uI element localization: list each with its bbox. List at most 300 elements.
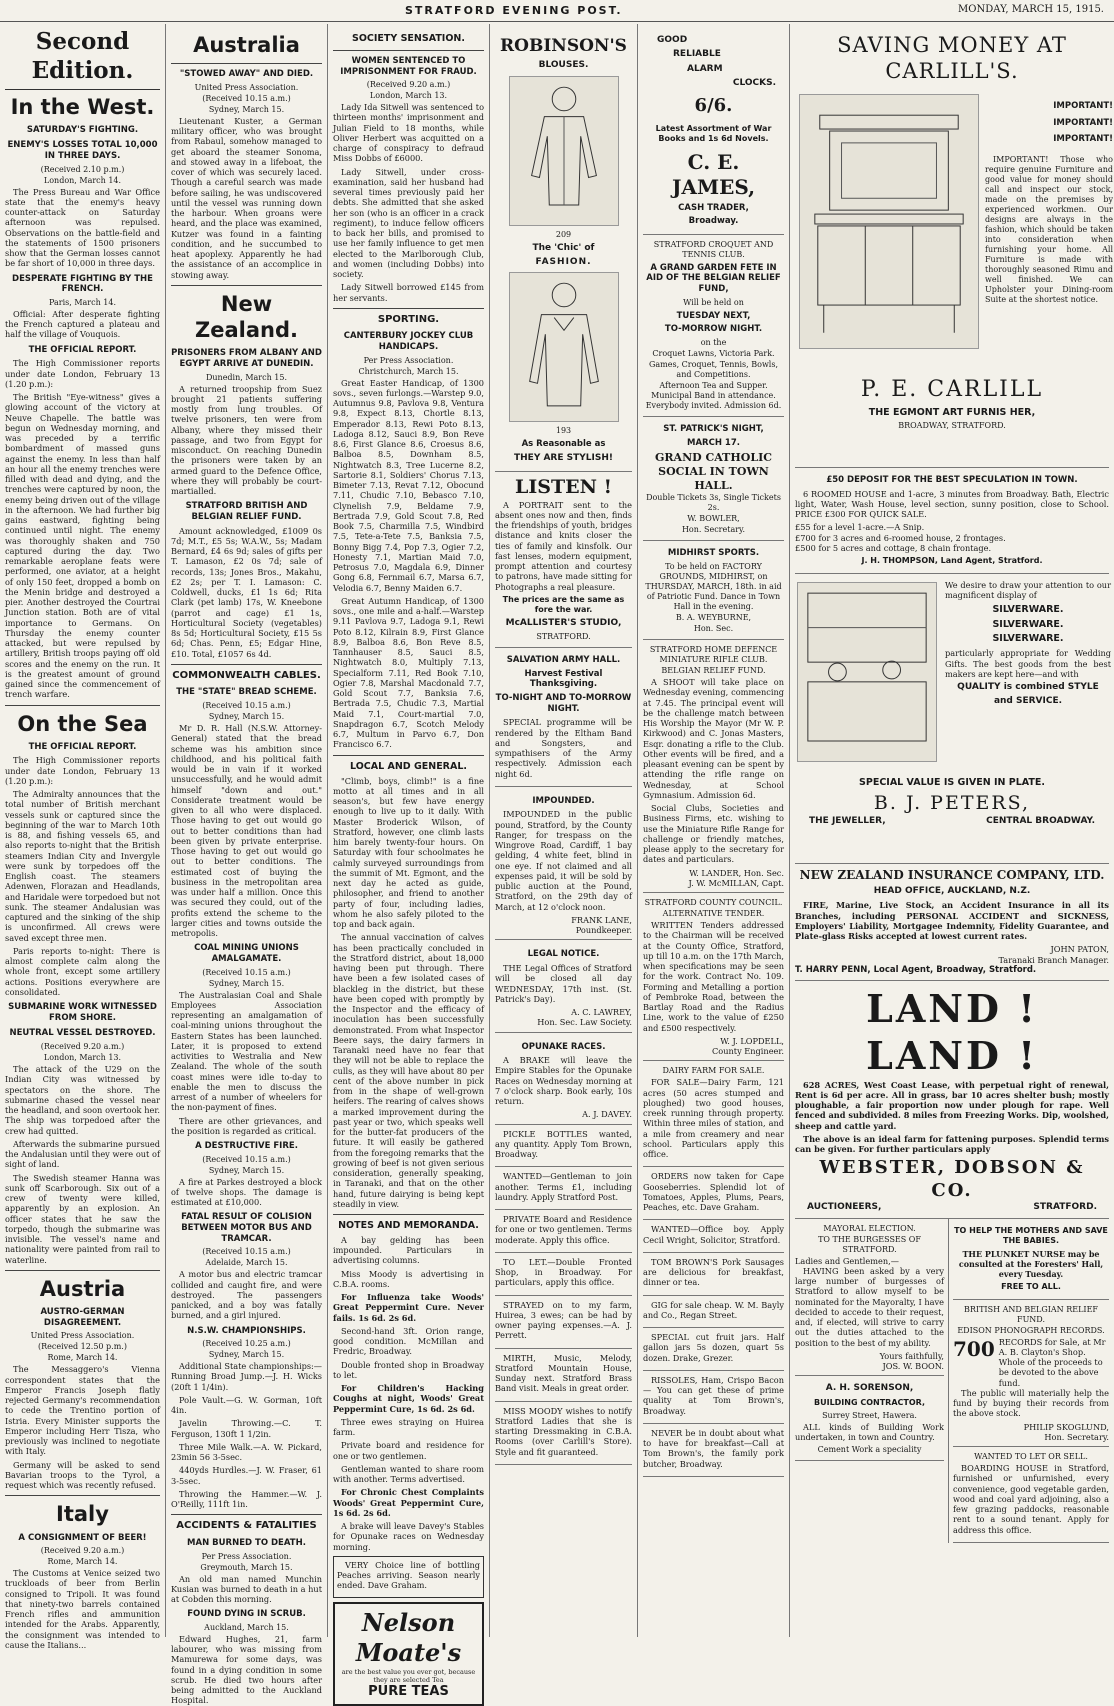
carlill-copy: [985, 98, 1113, 308]
ad-text: VERY Choice line of bottling Peaches arriving. Season nearly ended. Dave Graham.: [337, 1559, 480, 1591]
ad-title: IMPOUNDED.: [532, 795, 595, 806]
ad-classified: [643, 1253, 784, 1296]
ad-text: The public will materially help the fund by buying their records from the above stock.: [953, 1387, 1109, 1419]
ad-text: BOARDING HOUSE in Stratford, furnished or unfurnished, every convenience, good vegetable garden, wood and coal yard adjoining, also a few grazing paddocks, reasonable rent to a sound tenant. Apply for address this office.: [953, 1463, 1109, 1535]
section-italy: Italy: [56, 1502, 109, 1527]
headline: A CONSIGNMENT OF BEER!: [18, 1532, 147, 1543]
signature: A. J. DAVEY.: [582, 1109, 632, 1120]
ad-title: STRATFORD CROQUET AND TENNIS CLUB.: [653, 239, 774, 259]
ad-classified: [495, 1296, 632, 1349]
ad-text: MISS MOODY wishes to notify Stratford Ladies that she is starting Dressmaking in C.B.A. Rooms (over Carlill's Store). Style and fit guaranteed.: [495, 1405, 632, 1457]
ad-title: WEBSTER, DOBSON & CO.: [819, 1157, 1085, 1201]
received-note: (Received 9.20 a.m.): [366, 80, 451, 90]
ad-text: CLOCKS.: [732, 77, 776, 88]
dateline: Greymouth, March 15.: [200, 1562, 293, 1572]
headline: FATAL RESULT OF COLISION BETWEEN MOTOR BUS AND TRAMCAR.: [181, 1212, 312, 1244]
ad-subtitle: BLOUSES.: [538, 60, 589, 71]
ad-text: A PORTRAIT sent to the absent ones now and then, finds the friendships of youth, bridges distance and knits closer the ties of family and kinsfolk. Our fast lenses, modern equipment, prompt attention and courtesy to patrons, have made sitting for Photographs a real pleasure.: [495, 499, 632, 592]
ad-text: To be held on FACTORY GROUNDS, MIDHIRST, on THURSDAY, MARCH, 18th. in aid of Patriotic Fund. Dance in Town Hall in the evening.: [645, 562, 782, 611]
article-text: The Australasian Coal and Shale Employees Association representing an amalgamation of coal-mining unions throughout the Eastern States has been launched. Later, it is proposed to extend activities to Westralia and New Zealand. The whole of the south coast mines were idle to-day to enable the men to discuss the arrest of a number of wheelers for the non-payment of fines.: [171, 989, 322, 1113]
article-text: The annual vaccination of calves has been practically concluded in the Stratford district, about 18,000 having been put through. There have been a few isolated cases of blackleg in the district, but these have been coped with promptly by the Inspector and the efficacy of inoculation has been successfully demonstrated. From what Inspector Beere says, the dairy farmers in Taranaki need have no fear that they will not be able to replace the culls, as they will have about 80 per cent of the above number in pick from in the shape of well-grown heifers. The rearing of calves shows a marked improvement during the past year or two, which speaks well for the butter-fat producers of the future. It will easily be gathered from the foregoing remarks that the growing of beef is not given serious consideration, generally speaking, in Taranaki, and that on the other hand, future dairying is being kept steadily in view.: [333, 932, 484, 1209]
headline: ACCIDENTS & FATALITIES: [176, 1520, 317, 1532]
blouse-icon: [510, 77, 618, 225]
signature: County Engineer.: [712, 1046, 784, 1056]
article-text: For Chronic Chest Complaints Woods' Great Peppermint Cure, 1s 6d. 2s 6d.: [333, 1487, 484, 1518]
ad-classified: [643, 1167, 784, 1220]
ad-text: ALARM: [687, 63, 723, 74]
ad-classified: [495, 1125, 632, 1168]
ad-land: [795, 981, 1109, 1219]
brand-logo: Nelson Moate's: [355, 1607, 462, 1667]
headline: SATURDAY'S FIGHTING.: [26, 124, 139, 135]
ad-text: Latest Assortment of War Books and 1s 6d Novels.: [655, 123, 772, 143]
ad-text: TO-MORROW NIGHT.: [664, 324, 763, 335]
agency-credit: United Press Association.: [30, 1331, 135, 1341]
headline: LOCAL AND GENERAL.: [349, 760, 468, 772]
bottom-ads: [795, 1219, 1109, 1543]
ad-text: STRAYED on to my farm, Huirea, 3 ewes; can be had by owner paying expenses.—A. J. Perrett.: [495, 1299, 632, 1341]
ad-subtitle: HEAD OFFICE, AUCKLAND, N.Z.: [873, 886, 1031, 897]
ad-title: ST. PATRICK'S NIGHT,: [663, 423, 764, 434]
ad-peters: [795, 574, 1109, 864]
article-text: Double fronted shop in Broadway to let.: [333, 1359, 484, 1380]
ad-subtitle: EDISON PHONOGRAPH RECORDS.: [957, 1325, 1105, 1335]
dateline: Sydney, March 15.: [208, 104, 285, 114]
signature: Yours faithfully,: [879, 1350, 944, 1361]
ad-classified: [495, 1167, 632, 1210]
ad-phonograph: [953, 1300, 1109, 1448]
article-text: A fire at Parkes destroyed a block of twelve shops. The damage is estimated at £10,000.: [171, 1176, 322, 1208]
ad-text: RISSOLES, Ham, Crispo Bacon— You can get these of prime quality at Tom Brown's, Broadway.: [643, 1374, 784, 1416]
article-text: Pole Vault.—G. W. Gorman, 10ft 4in.: [171, 1394, 322, 1416]
headline: NOTES AND MEMORANDA.: [338, 1220, 479, 1231]
ad-opunake-races: [495, 1033, 632, 1125]
ad-county-council: [643, 893, 784, 1061]
headline: DESPERATE FIGHTING BY THE FRENCH.: [12, 273, 153, 295]
ad-text: HAVING been asked by a very large number of burgesses of Stratford to allow myself to be nominated for the Mayoralty, I have decided to accede to their request, and, if elected, will strive to carry out the duties attached to the position to the best of my ability.: [795, 1265, 944, 1348]
ad-title: STRATFORD HOME DEFENCE MINIATURE RIFLE CLUB.: [649, 645, 778, 664]
article-text: A motor bus and electric tramcar collided and caught fire, and were destroyed. The passengers panicked, and a boy was fatally burned, and a girl injured.: [171, 1269, 322, 1321]
ad-text: Afternoon Tea and Supper. Municipal Band in attendance. Everybody invited. Admission 6d.: [645, 380, 782, 410]
dateline: Christchurch, March 15.: [358, 366, 459, 376]
ad-subtitle: BUILDING CONTRACTOR,: [814, 1397, 925, 1407]
ad-st-patricks: [643, 417, 784, 542]
headline: PRISONERS FROM ALBANY AND EGYPT ARRIVE AT DUNEDIN.: [171, 348, 322, 369]
headline: SOCIETY SENSATION.: [352, 33, 465, 44]
ad-text: A BRAKE will leave the Empire Stables for the Opunake Races on Wednesday morning at 7 o'clock sharp. Book early, 10s return.: [495, 1055, 632, 1107]
ad-salvation-army: [495, 648, 632, 787]
signature: FRANK LANE,: [571, 914, 632, 925]
headline: N.S.W. CHAMPIONSHIPS.: [187, 1325, 306, 1336]
article-text: There are other grievances, and the position is regarded as critical.: [171, 1115, 322, 1136]
ad-price: 6/6.: [694, 95, 733, 116]
signature: W. BOWLER,: [687, 514, 740, 524]
article-text: A bay gelding has been impounded. Particulars in advertising columns.: [333, 1234, 484, 1266]
ad-rifle-club: [643, 640, 784, 893]
headline: "STOWED AWAY" AND DIED.: [179, 69, 314, 80]
ad-croquet-fete: [643, 235, 784, 417]
ad-classified: [495, 1402, 632, 1465]
ad-text: RECORDS for Sale, at Mr A. B. Clayton's Shop. Whole of the proceeds to be devoted to the above fund.: [998, 1336, 1106, 1388]
ad-classified: [643, 1371, 784, 1424]
ad-title: DAIRY FARM FOR SALE.: [662, 1066, 765, 1076]
signature: Hon. Sec. Law Society.: [537, 1017, 632, 1028]
received-note: (Received 9.20 a.m.): [40, 1546, 125, 1556]
received-note: (Received 10.15 a.m.): [202, 93, 291, 103]
column-5: [638, 24, 790, 1637]
ad-text: Ladies and Gentlemen,—: [795, 1255, 899, 1266]
ad-text: GIG for sale cheap. W. M. Bayly and Co., Regan Street.: [643, 1299, 784, 1320]
ad-text: A SHOOT will take place on Wednesday evening, commencing at 7.45. The principal event will be the challenge match between His Worship the Mayor (Mr W. P. Kirkwood) and C. Jonas Masters, Esqr. donating a rifle to the Club. Other events will be fired, and a pleasant evening can be spent by attending the rifle range on Wednesday, at School Gymnasium. Admission 6d.: [643, 677, 784, 800]
article-text: The Messaggero's Vienna correspondent states that the Emperor Francis Joseph flatly rejected Germany's recommendation to cede the Trentino portion of Istria. Every Minister supports the Emperor including Herr Tisza, who previously was inclined to negotiate with Italy.: [5, 1364, 160, 1457]
ad-subtitle: BELGIAN RELIEF FUND.: [661, 666, 766, 675]
received-note: (Received 10.15 a.m.): [202, 1247, 291, 1257]
signature: T. HARRY PENN, Local Agent, Broadway, Stratford.: [795, 964, 1037, 975]
ad-peaches: [333, 1556, 484, 1598]
ad-text: MIRTH, Music, Melody, Stratford Mountain House, Sunday next. Stratford Brass Band visit. Meals in great order.: [495, 1352, 632, 1394]
ad-text: ORDERS now taken for Cape Gooseberries. Splendid lot of Tomatoes, Apples, Plums, Pears, Peaches, etc. Dave Graham.: [643, 1171, 784, 1212]
article-text: The High Commissioner reports under date London, February 13 (1.20 p.m.):: [5, 358, 160, 389]
signature: JOS. W. BOON.: [882, 1361, 944, 1371]
signature: A. C. LAWREY,: [571, 1007, 632, 1017]
dateline: London, March 13.: [43, 1053, 122, 1062]
article-text: Germany will be asked to send Bavarian troops to the Tyrol, a request which was recently refused.: [5, 1459, 160, 1490]
article-text: Great Autumn Handicap, of 1300 sovs., one mile and a-half.—Warstep 9.11 Pavlova 9.7, Ladoga 9.1, Rewi Poto 8.12, Kilrain 8.9, First Glance 8.9, Balboa 8.6, Bon Reve 8.5, Tannhauser 8.5, Sauci 8.5, Nightwatch 8.0, Multiply 7.13, Specialform 7.11, Red Book 7.10, Ogier 7.8, Marshal Macdonald 7.7, Gold Scout 7.7, Banksia 7.6, Bertrada 7.5, Chudic 7.3, Martial Maid 7.1, Court-martial 7.0, Snapdragon 6.7, Scotch Melody 6.7, Multum in Parvo 6.7, Don Francisco 6.7.: [333, 595, 484, 750]
ad-title: P. E. CARLILL: [860, 377, 1044, 402]
ad-text: Surrey Street, Hawera.: [822, 1410, 917, 1420]
ad-title: OPUNAKE RACES.: [521, 1041, 606, 1052]
article-text: Official: After desperate fighting the French captured a plateau and half the village of Vouquois.: [5, 308, 160, 340]
article-text: The Press Bureau and War Office state that the enemy's heavy counter-attack on Saturday afternoon was repulsed. Observations on the battle-field and the statements of 1500 prisoners show that the German losses cannot be far short of 10,000 in three days.: [5, 186, 160, 269]
dateline: Auckland, March 15.: [204, 1622, 289, 1632]
ad-subtitle: A GRAND GARDEN FETE IN AID OF THE BELGIAN RELIEF FUND,: [646, 262, 781, 294]
article-text: For Children's Hacking Coughs at night, Woods' Great Peppermint Cure, 1s 6d. 2s 6d.: [333, 1383, 484, 1414]
ad-text: THE JEWELLER,: [809, 815, 886, 826]
headline: A DESTRUCTIVE FIRE.: [195, 1141, 298, 1151]
column-4: [490, 24, 638, 1637]
ad-title: ROBINSON'S: [500, 36, 627, 56]
ad-text: 628 ACRES, West Coast Lease, with perpetual right of renewal, Rent is 6d per acre. All in grass, bar 10 acres shelter bush; mostly ploughable, a fair proportion now under plough for rape. Well fenced and subdivided. 8 miles from Freezing Works. Dip, woolshed, sheep and cattle yard.: [795, 1079, 1109, 1131]
received-note: (Received 10.15 a.m.): [202, 701, 291, 710]
headline: STRATFORD BRITISH AND BELGIAN RELIEF FUND.: [185, 501, 308, 522]
ad-text: Games, Croquet, Tennis, Bowls, and Competitions.: [649, 359, 778, 379]
ad-text: THE PLUNKET NURSE may be consulted at the Foresters' Hall, every Tuesday.: [958, 1248, 1104, 1279]
article-text: Gentleman wanted to share room with another. Terms advertised.: [333, 1463, 484, 1485]
signature: PHILIP SKOGLUND,: [1023, 1421, 1109, 1432]
signature: J. W. McMILLAN, Capt.: [688, 877, 784, 888]
headline: ENEMY'S LOSSES TOTAL 10,000 IN THREE DAYS.: [7, 140, 158, 161]
ad-legal-notice: [495, 940, 632, 1032]
ad-midhirst: [643, 541, 784, 640]
ad-nz-insurance: [795, 864, 1109, 980]
ad-text: £55 for a level 1-acre.—A Snip.: [795, 522, 925, 533]
article-text: Great Easter Handicap, of 1300 sovs., seven furlongs.—Warstep 9.0, Autumnus 9.8, Pavlova 9.8, Ventura 9.8, Expect 8.13, Chortle 8.13, Emperador 8.13, Rewi Poto 8.13, Ladoga 8.12, Sauci 8.9, Bon Reve 8.6, First Glance 8.6, Croesus 8.6, Balboa 8.5, Downham 8.5, Nightwatch 8.3, Tree Lucerne 8.2, Sartorie 8.1, Soldiers' Chorus 7.13, Bimeter 7.13, Revat 7.12, Obocund 7.11, Chudic 7.10, Bebasco 7.10, Clynelish 7.9, Beldame 7.9, Bertrada 7.9, Gold Scout 7.8, Red Book 7.5, Charmilla 7.5, Windbird 7.5, Tete-a-Tete 7.5, Banksia 7.5, Bonny Bigg 7.4, Pop 7.3, Ogier 7.2, Honesty 7.1, Martian Maid 7.0, Petrosus 7.0, Magdala 6.9, Dinner Gong 6.8, Fernmail 6.7, Marsa 6.7, Velodia 6.7, Benny Maiden 6.7.: [333, 377, 484, 593]
dateline: Sydney, March 15.: [208, 978, 285, 988]
ad-text: WANTED—Gentleman to join another. Terms £1, including laundry. Apply Stratford Post.: [495, 1171, 632, 1202]
ad-title: A. H. SORENSON,: [825, 1383, 914, 1394]
article-text: Three ewes straying on Huirea farm.: [333, 1416, 484, 1438]
ad-text: NEVER be in doubt about what to have for breakfast—Call at Tom Brown's, the family pork butcher, Broadway.: [643, 1427, 784, 1469]
headline: COAL MINING UNIONS AMALGAMATE.: [194, 943, 299, 964]
ad-text: We desire to draw your attention to our magnificent display of: [945, 580, 1111, 601]
records-row: [953, 1337, 1109, 1388]
ad-text: IMPORTANT! Those who require genuine Furniture and good value for money should call and inspect our stock, made on the premises by experienced workmen. Our designs are always in the fashion, which should be taken into consideration when furnishing your home. All Furniture is made with thoroughly seasoned Rimu and well finished. We can Upholster your Dining-room Suite at the shortest notice.: [985, 154, 1113, 304]
ad-classified: [495, 1210, 632, 1253]
article-text: 440yds Hurdles.—J. W. Fraser, 61 3-5sec.: [171, 1465, 322, 1486]
ad-text: SPECIAL programme will be rendered by the Eltham Band and Songsters, and sympathisers of the Army respectively. Admission each night 6d.: [495, 717, 632, 779]
ad-text: SPECIAL VALUE IS GIVEN IN PLATE.: [859, 777, 1045, 789]
ad-title: £50 DEPOSIT FOR THE BEST SPECULATION IN TOWN.: [826, 475, 1078, 485]
masthead: [0, 0, 1114, 22]
headline: THE OFFICIAL REPORT.: [28, 344, 137, 355]
ad-text: PRIVATE Board and Residence for one or two gentlemen. Terms moderate. Apply this office.: [495, 1214, 632, 1245]
ad-text: Double Tickets 3s, Single Tickets 2s.: [646, 493, 781, 513]
ad-title: WANTED TO LET OR SELL.: [974, 1452, 1088, 1461]
signature: Hon. Sec.: [693, 624, 734, 633]
ad-title: LISTEN !: [515, 475, 612, 498]
article-text: The Admiralty announces that the total number of British merchant vessels sunk or captured since the beginning of the war to March 10th is 88, and fishing vessels 65, and also reports to-night that the British steamers Indian City and Invergyle were sunk by torpedoes off the English coast. The steamers Adenwen, Florazan and Headlands, and Haridale were torpedoed but not sunk. The steamer Andalusian was captured and the sinking of the ship is unconfirmed. All crews were saved except three men.: [5, 789, 160, 943]
ad-text: IMPORTANT!: [1053, 117, 1113, 128]
dateline: Paris, March 14.: [48, 297, 117, 307]
ad-text: GRAND CATHOLIC SOCIAL IN TOWN HALL.: [655, 451, 772, 492]
ad-text: CASH TRADER,: [678, 202, 749, 213]
ad-subtitle: Harvest Festival Thanksgiving.: [524, 668, 603, 690]
ad-text: SILVERWARE.: [992, 633, 1064, 645]
ad-text: BROADWAY, STRATFORD.: [898, 421, 1006, 431]
article-text: Lady Ida Sitwell was sentenced to thirteen months' imprisonment and Julian Field to 18 months, while Oliver Herbert was acquitted on a charge of conspiracy to defraud Miss Dobbs of £6000.: [333, 102, 484, 164]
ad-text: McALLISTER'S STUDIO,: [505, 617, 622, 628]
agency-credit: Per Press Association.: [363, 355, 454, 365]
ad-text: TO LET.—Double Fronted Shop, in Broadway. For particulars, apply this office.: [495, 1256, 632, 1288]
article-text: Three Mile Walk.—A. W. Pickard, 23min 56 3-5sec.: [171, 1441, 322, 1463]
article-text: Paris reports to-night: There is almost complete calm along the whole front, except some artillery actions. Positions everywhere are consolidated.: [5, 945, 160, 997]
headline: CANTERBURY JOCKEY CLUB HANDICAPS.: [343, 331, 474, 352]
ad-title: MAYORAL ELECTION.: [823, 1223, 916, 1233]
article-text: A brake will leave Davey's Stables for Opunake races on Wednesday morning.: [333, 1521, 484, 1552]
ad-title: STRATFORD COUNTY COUNCIL.: [644, 898, 783, 907]
ad-title: C. E. JAMES,: [671, 149, 756, 199]
ad-boarding-house: [953, 1447, 1109, 1543]
ad-impounded: [495, 787, 632, 941]
signature: Poundkeeper.: [575, 925, 632, 936]
article-text: Additional State championships:— Running Broad Jump.—J. H. Wicks (20ft 1 1/4in).: [171, 1361, 322, 1392]
article-text: A returned troopship from Suez brought 21 patients suffering mostly from lung troubles. Of twelve prisoners, ten were from Albany, where they missed their passage, and two from Egypt for misconduct. On reaching Dunedin the prisoners were taken by an armed guard to the Defence Office, where they will probably be court-martialled.: [171, 383, 322, 497]
ad-text: FREE TO ALL.: [1001, 1281, 1061, 1291]
ad-plunket: [953, 1219, 1109, 1300]
ad-mcallister: [495, 472, 632, 648]
ad-text: THEY ARE STYLISH!: [514, 452, 613, 463]
ad-title: TO HELP THE MOTHERS AND SAVE THE BABIES.: [954, 1225, 1108, 1245]
ad-text: FASHION.: [535, 256, 592, 267]
ad-text: CENTRAL BROADWAY.: [986, 815, 1095, 826]
sideboard-icon: [800, 95, 978, 348]
ad-text: Croquet Lawns, Victoria Park.: [652, 348, 775, 358]
ad-carlill: [795, 28, 1113, 468]
signature: W. J. LOPDELL,: [720, 1035, 784, 1046]
ad-title: BRITISH AND BELGIAN RELIEF FUND.: [964, 1304, 1098, 1324]
ad-text: ALL kinds of Building Work undertaken, in town and Country.: [795, 1421, 944, 1442]
ad-text: IMPORTANT!: [1053, 134, 1113, 145]
blouse-illustration: [509, 76, 619, 226]
headline: FOUND DYING IN SCRUB.: [187, 1609, 306, 1620]
ad-title: MIDHIRST SPORTS.: [667, 548, 760, 559]
dateline: Sydney, March 15.: [208, 1350, 285, 1360]
ad-title: SAVING MONEY AT: [837, 33, 1067, 57]
ad-text: TOM BROWN'S Pork Sausages are delicious for breakfast, dinner or tea.: [643, 1256, 784, 1288]
ad-title: NEW ZEALAND INSURANCE COMPANY, LTD.: [799, 868, 1105, 883]
received-note: (Received 10.15 a.m.): [202, 967, 291, 977]
article-text: Lieutenant Kuster, a German military officer, who was brought from Rabaul, somehow managed to get aboard the steamer Sonoma, and stowed away in a lifeboat, the cover of which was securely laced. Though a careful search was made before sailing, he was undiscovered until the vessel was running down the harbour. When groans were heard, and the place was examined, Kutzer was found in a fainting condition, and he succumbed to heat apoplexy. Apparently he had the assistance of an accomplice in stowing away.: [171, 115, 322, 280]
ad-text: £700 for 3 acres and 6-roomed house, 2 frontages.: [795, 532, 1006, 543]
column-6: [790, 24, 1114, 1637]
blouse-icon: [510, 273, 618, 421]
ad-text: WANTED—Office boy. Apply Cecil Wright, Solicitor, Stratford.: [643, 1224, 784, 1245]
ad-text: Will be held on: [683, 297, 744, 307]
received-note: (Received 9.20 a.m.): [40, 1042, 125, 1051]
article-text: Amount acknowledged, £1009 0s 7d; M.T., £5 5s; W.A.W., 5s; Madam Bernard, £4 6s 9d; sales of gifts per T. Lamason, £2 0s 7d; sale of records, 13s; Jones Bros., Makahu, £2 2s; per T. I. Lamason: C. Coldwell, ducks, £1 1s 6d; Rita Clark (pet lamb) 17s, W. Kneebone (parrot and cage) £1 1s, Horticultural Society (vegetables) 8s 5d; Horticultural Society, £15 5s 6d; Chas. Penn, £5; Edgar Hine, £10. Total, £1057 6s 4d.: [171, 525, 322, 659]
ad-text: FOR SALE—Dairy Farm, 121 acres (50 acres stumped and ploughed) two good houses, creek running through property. Within three miles of station, and a mile from creamery and near school. Particulars apply this office.: [643, 1077, 784, 1159]
ad-text: STRATFORD.: [1033, 1202, 1097, 1213]
article-text: Afterwards the submarine pursued the Andalusian until they were out of sight of land.: [5, 1138, 160, 1170]
article-text: Javelin Throwing.—C. T. Ferguson, 130ft 1 1/2in.: [171, 1418, 322, 1439]
ad-thompson: [795, 468, 1109, 574]
peters-copy: [945, 580, 1111, 710]
ad-classified: [643, 1220, 784, 1253]
article-text: Throwing the Hammer.—W. J. O'Reilly, 111ft 1in.: [171, 1488, 322, 1510]
section-west: In the West.: [10, 94, 155, 119]
ad-text: £500 for 5 acres and cottage, 8 chain frontage.: [795, 542, 992, 553]
agency-credit: United Press Association.: [194, 82, 299, 92]
article-text: Edward Hughes, 21, farm labourer, who was missing from Mamurewa for some days, was found in a dying condition in some scrub. He died two hours after being admitted to the Auckland Hospital.: [171, 1633, 322, 1706]
ad-text: SPECIAL cut fruit jars. Half gallon jars 5s dozen, quart 5s dozen. Drake, Grezer.: [643, 1332, 784, 1363]
signature: Taranaki Branch Manager.: [998, 954, 1109, 965]
headline: MAN BURNED TO DEATH.: [187, 1537, 306, 1548]
ad-text: particularly appropriate for Wedding Gifts. The best goods from the best makers are kept here—and with: [945, 648, 1111, 679]
ad-text: SILVERWARE.: [992, 603, 1064, 615]
ad-text: PURE TEAS: [368, 1683, 449, 1699]
ad-title: LAND ! LAND !: [866, 985, 1038, 1078]
records-count: 700: [953, 1336, 995, 1361]
article-text: The High Commissioner reports under date London, February 13 (1.20 p.m.):: [5, 755, 160, 786]
ad-text: THE Legal Offices of Stratford will be closed all day WEDNESDAY, 17th inst. (St. Patrick's Day).: [495, 963, 632, 1004]
ad-dairy-farm: [643, 1061, 784, 1167]
headline: SUBMARINE WORK WITNESSED FROM SHORE.: [8, 1002, 157, 1023]
received-note: (Received 10.25 a.m.): [202, 1339, 291, 1349]
ad-text: AUCTIONEERS,: [807, 1202, 882, 1213]
article-text: For Influenza take Woods' Great Peppermint Cure. Never fails. 1s 6d. 2s 6d.: [333, 1292, 484, 1323]
ad-classified: [643, 1424, 784, 1477]
article-text: The British "Eye-witness" gives a glowing account of the victory at Neuve Chapelle. The battle was begun on Wednesday morning, and was preceded by a terrific bombardment of massed guns against the enemy. In less than half an hour all the enemy trenches were filled with dead and dying, and the trenches were captured by noon, the enemy being driven out of the village in the afternoon. We had further big gains eastward, fighting being continued until night. The enemy was thoroughly shaken and 750 captured during the day. Two remarkable aeroplane feats were performed, one aviator, at a height of only 150 feet, dropped a bomb on the Menin bridge and destroyed a pier. Another destroyed the Courtrai Junction station. Both are of vital importance to Germans. On Thursday the enemy counter attacked, but were repulsed by artillery, British troops paying off old scores and the enemy on the run. It is the greatest amount of ground gained since the commencement of trench warfare.: [5, 392, 161, 700]
agency-credit: Per Press Association.: [201, 1551, 292, 1561]
section-sea: On the Sea: [17, 711, 148, 736]
ad-text: STRATFORD.: [536, 632, 591, 642]
ad-text: WRITTEN Tenders addressed to the Chairman will be received at the County Office, Stratford, up till 10 a.m. on the 17th March, when specifications may be seen for the work. Contract No. 109. Forming and Metalling a portion of Pembroke Road, between the Bartlay Road and the Radius Line, work to the value of £250 and £500 respectively.: [643, 920, 784, 1033]
ad-text: The prices are the same as fore the war.: [502, 594, 625, 614]
dateline: Sydney, March 15.: [208, 712, 285, 721]
signature: J. H. THOMPSON, Land Agent, Stratford.: [861, 556, 1043, 566]
dateline: Dunedin, March 15.: [205, 372, 288, 382]
signature: Hon. Secretary.: [681, 525, 746, 535]
ad-text: on the: [700, 337, 727, 347]
shop-counter-icon: [798, 583, 936, 761]
peters-tagline: [795, 816, 1109, 827]
bottom-right-ads: [949, 1219, 1109, 1543]
ad-text: FIRE, Marine, Live Stock, an Accident Insurance in all its Branches, including PERSONAL ACCIDENT and SICKNESS, Employers' Liability, Mortgagee Indemnity, Fidelity Guarantee, and Plate-glass Risks accepted at lowest current rates.: [795, 900, 1109, 942]
ad-classified: [495, 1253, 632, 1296]
ad-text: Social Clubs, Societies and Business Firms, etc. wishing to use the Miniature Rifle Range for challenge or friendly matches, please apply to the secretary for dates and particulars.: [643, 803, 784, 865]
blouse-illustration: [509, 272, 619, 422]
ad-title: LEGAL NOTICE.: [527, 949, 600, 960]
newspaper-title: STRATFORD EVENING POST.: [405, 4, 623, 17]
ad-title: SALVATION ARMY HALL.: [506, 655, 621, 666]
received-note: (Received 12.50 p.m.): [38, 1342, 127, 1352]
ad-text: The 'Chic' of: [532, 242, 595, 253]
ad-robinsons: [495, 28, 632, 472]
ad-text: SILVERWARE.: [992, 618, 1064, 630]
headline: SPORTING.: [377, 313, 440, 325]
carlill-footer: [795, 376, 1109, 432]
ad-text: IMPORTANT!: [1053, 101, 1113, 111]
figure-number: 209: [555, 229, 572, 239]
ad-sorenson: [795, 1376, 944, 1461]
ad-text: IMPOUNDED in the public pound, Stratford, by the County Ranger, for trespass on the Wingrove Road, Cardiff, 1 bay gelding, 4 white feet, blind in one eye. If not claimed and all expenses paid, it will be sold by public auction at the Pound, Stratford, on the 29th day of March, at 12 o'clock noon.: [495, 809, 632, 912]
webster-tagline: [795, 1202, 1109, 1213]
article-text: The Swedish steamer Hanna was sunk off Scarborough. Six out of a crew of twenty were killed, apparently by an explosion. An officer states that he saw the torpedo, though the submarine was invisible. The vessel's name and nationality were painted from rail to waterline.: [5, 1172, 160, 1265]
ad-mayoral: [795, 1219, 944, 1377]
ad-nelson-moate: [333, 1602, 484, 1706]
ad-text: TUESDAY NEXT,: [676, 310, 751, 321]
article-text: An old man named Munchin Kusian was burned to death in a hut at Cobden this morning.: [171, 1573, 322, 1604]
column-2: [166, 24, 328, 1706]
sideboard-illustration: [799, 94, 979, 349]
article-text: "Climb, boys, climb!" is a fine motto at all times and in all season's, but few have energy enough to live up to it daily. With Master Broderick Wilson, of Stratford, however, one climb lasts him barely twenty-four hours. On Saturday with four schoolmates he calmly surveyed surroundings from the summit of Mt. Egmont, and the next day he acted as guide, philosopher, and friend to another party of four, including ladies, whom he also safely piloted to the top and back again.: [333, 775, 484, 929]
ad-classified: [643, 1328, 784, 1371]
ad-subtitle: TO THE BURGESSES OF STRATFORD.: [818, 1234, 921, 1254]
ad-text: PICKLE BOTTLES wanted, any quantity. Apply Tom Brown, Broadway.: [495, 1128, 632, 1160]
dateline: Adelaide, March 15.: [205, 1258, 288, 1268]
ad-text: and SERVICE.: [993, 696, 1063, 707]
ad-text: Broadway.: [688, 216, 739, 227]
column-1: [0, 24, 166, 1650]
ad-subtitle: TO-NIGHT AND TO-MORROW NIGHT.: [495, 693, 632, 714]
ad-text: QUALITY is combined STYLE: [957, 682, 1099, 692]
ad-classified: [643, 1296, 784, 1329]
dateline: London, March 13.: [369, 91, 448, 101]
article-text: Lady Sitwell borrowed £145 from her servants.: [333, 282, 484, 303]
dateline: London, March 14.: [43, 175, 122, 185]
ad-text: GOOD: [657, 35, 688, 45]
headline: AUSTRO-GERMAN DISAGREEMENT.: [40, 1307, 125, 1328]
article-text: Lady Sitwell, under cross-examination, said her husband had several times previously paid her debts. She admitted that she asked her son (who is an officer in a crack regiment), to induce fellow officers to back her bills, and promised to use her family influence to get men elected to the Marlborough Club, and women (including Dobbs) into society.: [333, 166, 484, 280]
edition-banner: Second Edition.: [5, 28, 160, 90]
received-note: (Received 10.15 a.m.): [202, 1154, 291, 1164]
headline: COMMONWEALTH CABLES.: [172, 669, 321, 681]
silverware-illustration: [797, 582, 937, 762]
ad-text: As Reasonable as: [521, 439, 606, 449]
signature: Hon. Secretary.: [1044, 1431, 1109, 1442]
section-australia: Australia: [193, 33, 300, 57]
ad-text: RELIABLE: [673, 49, 721, 60]
ad-subtitle: THE EGMONT ART FURNIS HER,: [868, 406, 1036, 418]
received-note: (Received 2.10 p.m.): [40, 164, 125, 174]
ad-title: B. J. PETERS,: [873, 792, 1031, 814]
bottom-left-ads: [795, 1219, 949, 1543]
signature: JOHN PATON,: [1050, 944, 1109, 955]
headline: THE OFFICIAL REPORT.: [28, 741, 137, 752]
article-text: Private board and residence for one or two gentlemen.: [333, 1440, 484, 1461]
section-austria: Austria: [39, 1276, 126, 1301]
headline: THE "STATE" BREAD SCHEME.: [176, 687, 317, 698]
